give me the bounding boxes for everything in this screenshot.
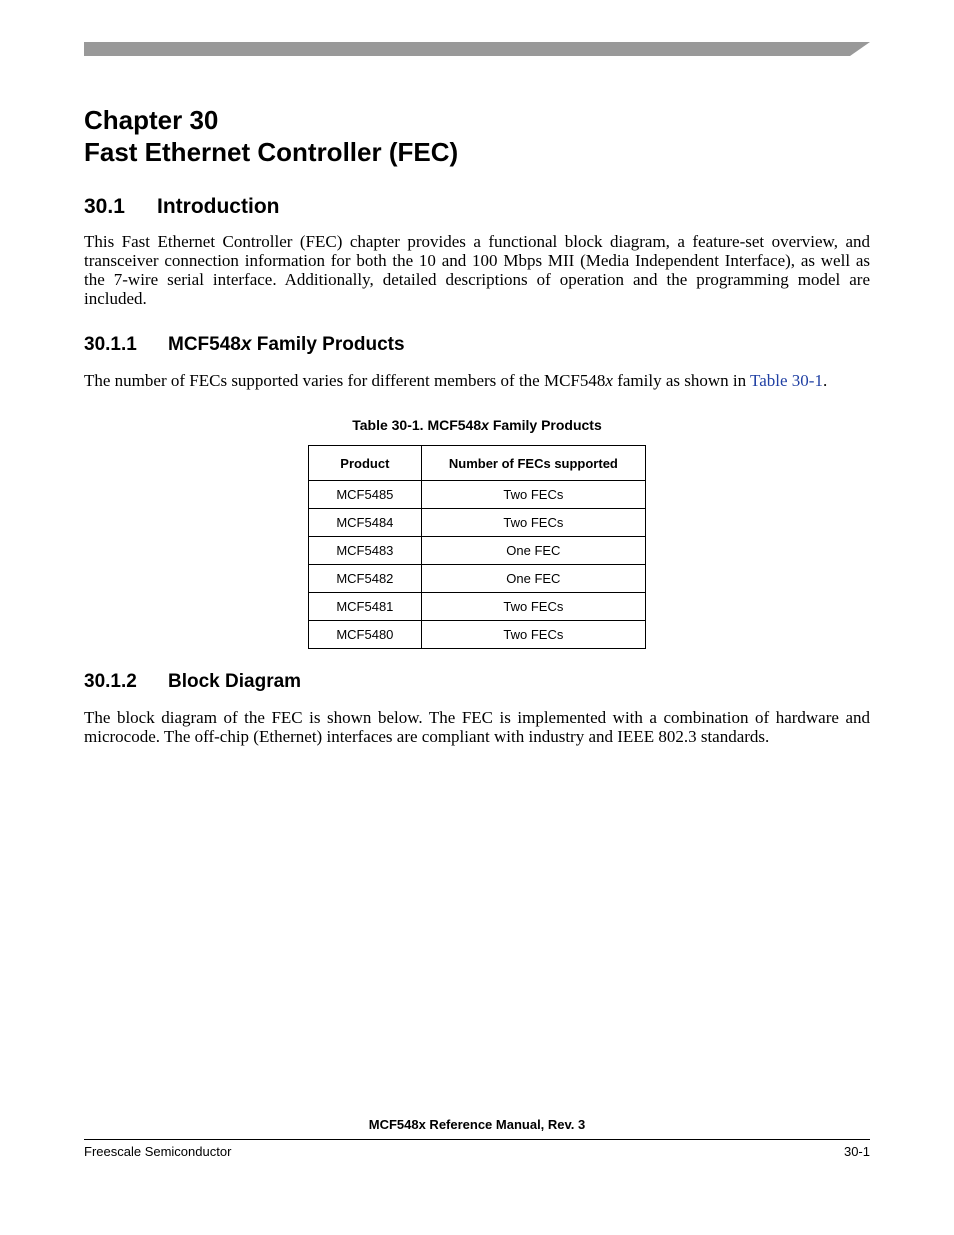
chapter-name: Fast Ethernet Controller (FEC) [84, 137, 459, 167]
table-row [309, 537, 646, 565]
table-row [309, 565, 646, 593]
table-header-row [309, 446, 646, 481]
section-title-italic: x [240, 334, 252, 355]
product-cell: MCF5482 [309, 565, 422, 593]
product-cell: MCF5485 [309, 481, 422, 509]
section-heading-block-diagram [84, 671, 301, 693]
footer-manual-title: MCF548x Reference Manual, Rev. 3 [368, 1117, 586, 1132]
paragraph-text: The number of FECs supported varies for different members of the MCF548 [84, 371, 606, 390]
fec-count-cell: Two FECs [421, 621, 645, 649]
section-title: Block Diagram [168, 671, 302, 692]
product-cell: MCF5483 [309, 537, 422, 565]
table-row [309, 621, 646, 649]
fec-count-cell: Two FECs [421, 593, 645, 621]
table-caption: Table 30-1. MCF548x Family Products [352, 417, 602, 433]
fec-count-cell: One FEC [421, 537, 645, 565]
section-title-prefix: MCF548 [168, 334, 241, 355]
column-header-product: Product [309, 446, 422, 481]
table-reference-link[interactable]: Table 30-1 [750, 371, 823, 390]
fec-count-cell: Two FECs [421, 481, 645, 509]
footer-divider [84, 1139, 870, 1140]
family-products-table [308, 445, 646, 649]
section-title-suffix: Family Products [251, 334, 405, 355]
header-banner [84, 42, 870, 56]
column-header-fecs: Number of FECs supported [421, 446, 645, 481]
product-cell: MCF5484 [309, 509, 422, 537]
table-row [309, 593, 646, 621]
fec-count-cell: One FEC [421, 565, 645, 593]
section-number: 30.1.2 [84, 671, 137, 692]
product-cell: MCF5481 [309, 593, 422, 621]
section-title: Introduction [157, 195, 280, 218]
block-diagram-paragraph: The block diagram of the FEC is shown below. The FEC is implemented with a combination of hardware and microcode. The off-chip (Ethernet) interfaces are compliant with industry and IEEE 802.3 standards. [84, 708, 870, 746]
chapter-title [84, 104, 458, 168]
footer-company: Freescale Semiconductor [84, 1144, 232, 1159]
table-row [309, 481, 646, 509]
introduction-paragraph: This Fast Ethernet Controller (FEC) chapter provides a functional block diagram, a feature-set overview, and transceiver connection information for both the 10 and 100 Mbps MII (Media Independent Interface), as well as the 7-wire serial interface. Additionally, detailed descriptions of operation and the programming model are included. [84, 232, 870, 308]
section-number: 30.1.1 [84, 334, 137, 355]
section-heading-introduction [84, 195, 279, 219]
fec-count-cell: Two FECs [421, 509, 645, 537]
paragraph-text: family as shown in [612, 371, 751, 390]
paragraph-italic: x [605, 371, 613, 390]
footer-page-number: 30-1 [843, 1144, 870, 1159]
section-heading-family-products [84, 334, 405, 356]
table-row [309, 509, 646, 537]
chapter-number: Chapter 30 [84, 105, 219, 135]
family-products-paragraph [84, 371, 870, 390]
section-number: 30.1 [84, 195, 125, 218]
paragraph-text: . [822, 371, 828, 390]
product-cell: MCF5480 [309, 621, 422, 649]
